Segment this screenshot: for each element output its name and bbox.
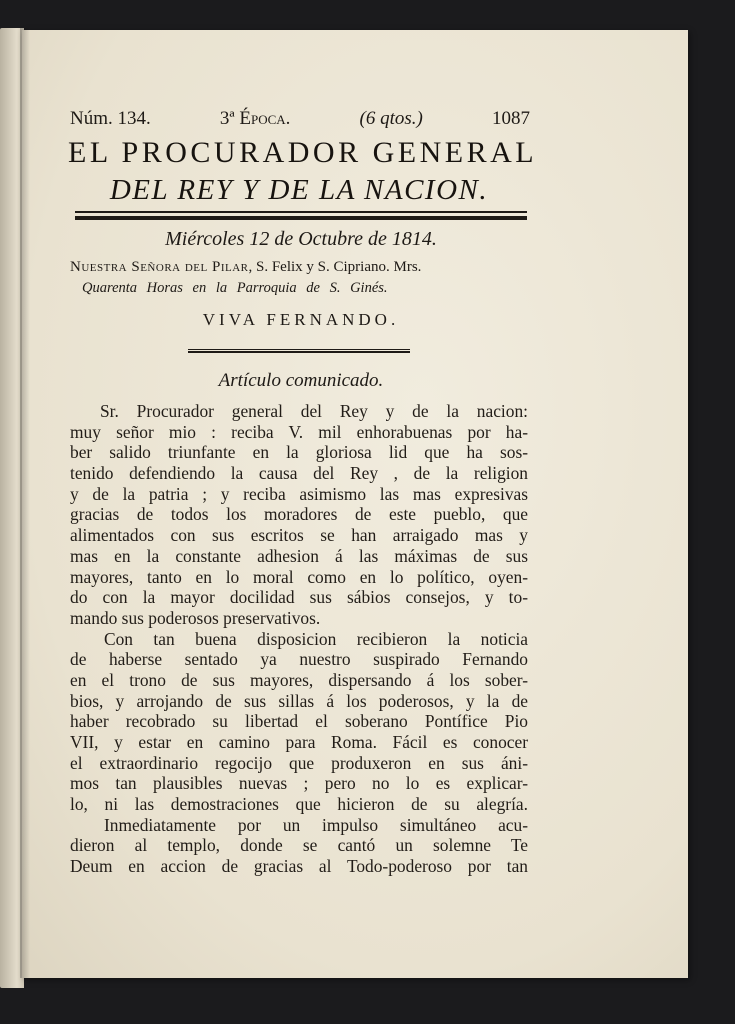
article-line: lo, ni las demostraciones que hicieron de su alegría. <box>70 794 528 815</box>
article-line: alimentados con sus escritos se han arraigado mas y <box>70 525 528 546</box>
article-line: tenido defendiendo la causa del Rey , de la religion <box>70 463 528 484</box>
quarenta-horas-line: Quarenta Horas en la Parroquia de S. Ginés. <box>82 280 388 296</box>
epoca-label: 3ª Época. <box>219 108 291 129</box>
article-line: mando sus poderosos preservativos. <box>70 607 321 628</box>
article-line: VII, y estar en camino para Roma. Fácil es conocer <box>70 732 528 752</box>
viva-fernando-heading: VIVA FERNANDO. <box>202 310 400 329</box>
article-line: de haberse sentado ya nuestro suspirado Fernando <box>70 649 528 670</box>
article-line: Inmediatamente por un impulso simultáneo acu- <box>104 814 528 835</box>
book-spine-shadow <box>20 28 30 978</box>
short-rule-divider <box>188 349 410 353</box>
article-line: mayores, tanto en lo moral como en lo político, oyen- <box>70 566 528 587</box>
saints-rest: , S. Felix y S. Cipriano. Mrs. <box>248 259 422 275</box>
article-heading: Artículo comunicado. <box>218 370 384 391</box>
article-line: Deum en accion de gracias al Todo-poderoso por tan <box>70 856 528 877</box>
article-line: Con tan buena disposicion recibieron la noticia <box>104 628 528 649</box>
article-line: mos tan plausibles nuevas ; pero no lo es explicar- <box>70 773 528 794</box>
masthead-info-line <box>70 108 530 130</box>
article-line: gracias de todos los moradores de este pueblo, que <box>70 504 528 525</box>
issue-number: Núm. 134. <box>70 108 151 129</box>
article-line: haber recobrado su libertad el soberano Pontífice Pio <box>70 711 528 732</box>
article-line: muy señor mio : reciba V. mil enhorabuenas por ha- <box>70 421 528 442</box>
article-line: bios, y arrojando de sus sillas á los poderosos, y la de <box>70 690 528 711</box>
saints-of-the-day <box>70 259 530 276</box>
article-line: el extraordinario regocijo que produxeron en sus áni- <box>70 752 528 773</box>
article-line: do con la mayor docilidad sus sábios consejos, y to- <box>70 587 528 608</box>
newspaper-title: EL PROCURADOR GENERAL <box>68 136 538 169</box>
article-line: ber salido triunfante en la gloriosa lid que ha sos- <box>70 442 528 463</box>
double-rule-divider <box>75 211 527 220</box>
issue-date: Miércoles 12 de Octubre de 1814. <box>165 228 437 250</box>
quartos-label: (6 qtos.) <box>359 108 423 129</box>
page-number: 1087 <box>491 108 530 129</box>
article-line: dieron al templo, donde se cantó un solemne Te <box>70 835 528 856</box>
article-body <box>70 401 528 877</box>
newspaper-subtitle: DEL REY Y DE LA NACION. <box>109 174 489 206</box>
saints-smallcaps: Nuestra Señora del Pilar <box>70 259 249 275</box>
article-line: en el trono de sus mayores, dispersando á los sober- <box>70 669 528 690</box>
article-line: y de la patria ; y reciba asimismo las mas expresivas <box>70 483 528 504</box>
article-line: Sr. Procurador general del Rey y de la nacion: <box>100 401 528 421</box>
article-line: mas en la constante adhesion á las máximas de sus <box>70 545 528 566</box>
